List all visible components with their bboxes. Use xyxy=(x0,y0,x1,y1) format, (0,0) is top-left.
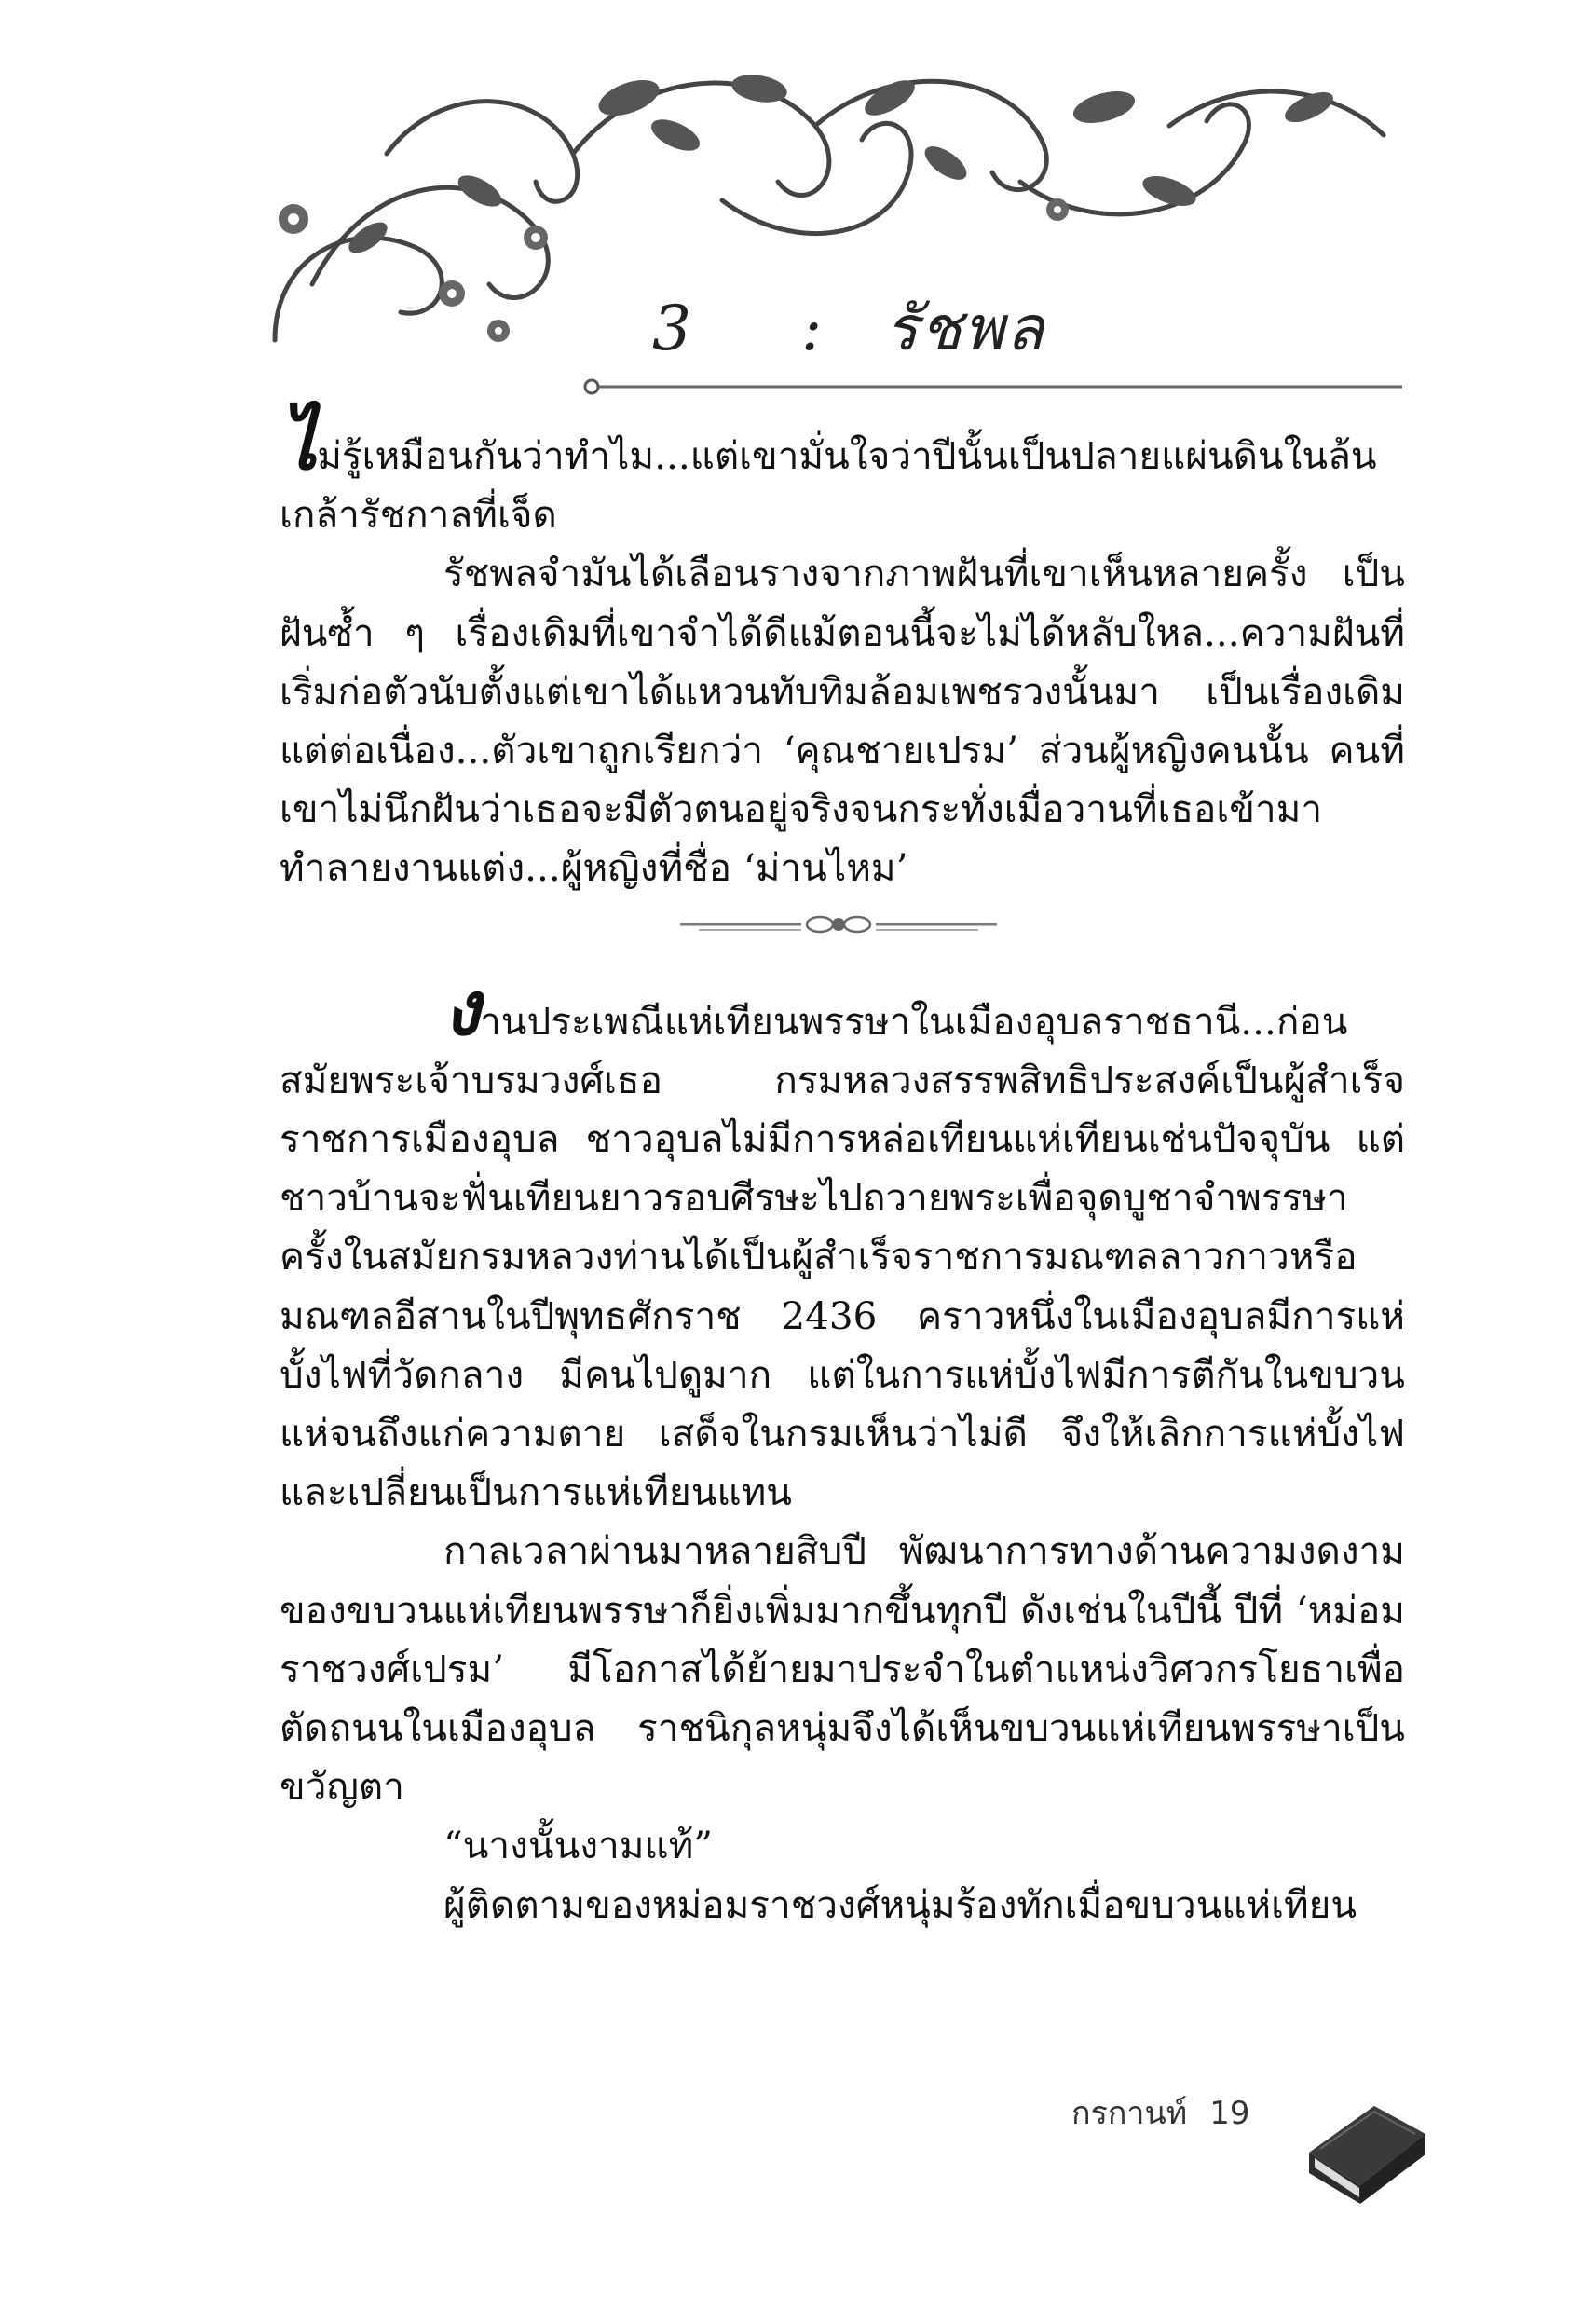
paragraph: ผู้ติดตามของหม่อมราชวงศ์หนุ่มร้องทักเมื่อขบวนแห่เทียน xyxy=(443,1881,1357,1927)
paragraph: รัชพลจำมันได้เลือนรางจากภาพฝันที่เขาเห็นหลายครั้ง เป็นฝันซ้ำ ๆ เรื่องเดิมที่เขาจำได้ดีแม้ตอนนี้จะไม่ได้หลับใหล...ความฝันที่เริ่มก่อตัวนับตั้งแต่เขาได้แหวนทับทิมล้อมเพชรวงนั้นมา เป็นเรื่องเดิมแต่ต่อเนื่อง...ตัวเขาถูกเรียกว่า ‘คุณชายเปรม’ ส่วนผู้หญิงคนนั้น คนที่เขาไม่นึกฝันว่าเธอจะมีตัวตนอยู่จริงจนกระทั่งเมื่อวานที่เธอเข้ามาทำลายงานแต่ง...ผู้หญิงที่ชื่อ ‘ม่านไหม’ xyxy=(280,551,1405,891)
paragraph: กาลเวลาผ่านมาหลายสิบปี พัฒนาการทางด้านความงดงามของขบวนแห่เทียนพรรษาก็ยิ่งเพิ่มมากขึ้นทุกปี ดังเช่นในปีนี้ ปีที่ ‘หม่อมราชวงศ์เปรม’ มีโอกาสได้ย้ายมาประจำในตำแหน่งวิศวกรโยธาเพื่อตัดถนนในเมืองอุบล ราชนิกุลหนุ่มจึงได้เห็นขบวนแห่เทียนพรรษาเป็นขวัญตา xyxy=(280,1528,1405,1810)
dialogue-line: “นางนั้นงามแท้” xyxy=(443,1823,713,1868)
book-icon xyxy=(1300,2097,1430,2208)
chapter-title: รัชพล xyxy=(885,293,1046,364)
ornamental-divider-icon xyxy=(680,908,997,941)
heading-rule xyxy=(582,377,1402,396)
drop-cap: ง xyxy=(443,964,481,1052)
chapter-separator: : xyxy=(801,293,825,364)
page-number: 19 xyxy=(1209,2095,1250,2132)
chapter-number: 3 xyxy=(652,293,693,364)
paragraph: งานประเพณีแห่เทียนพรรษาในเมืองอุบลราชธานี...ก่อนสมัยพระเจ้าบรมวงศ์เธอ กรมหลวงสรรพสิทธิประสงค์เป็นผู้สำเร็จราชการเมืองอุบล ชาวอุบลไม่มีการหล่อเทียนแห่เทียนเช่นปัจจุบัน แต่ชาวบ้านจะฟั่นเทียนยาวรอบศีรษะไปถวายพระเพื่อจุดบูชาจำพรรษา ครั้งในสมัยกรมหลวงท่านได้เป็นผู้สำเร็จราชการมณฑลลาวกาวหรือมณฑลอีสานในปีพุทธศักราช 2436 คราวหนึ่งในเมืองอุบลมีการแห่บั้งไฟที่วัดกลาง มีคนไปดูมาก แต่ในการแห่บั้งไฟมีการตีกันในขบวนแห่จนถึงแก่ความตาย เสด็จในกรมเห็นว่าไม่ดี จึงให้เลิกการแห่บั้งไฟและเปลี่ยนเป็นการแห่เทียนแทน xyxy=(280,964,1405,1515)
paragraph: ไม่รู้เหมือนกันว่าทำไม...แต่เขามั่นใจว่าปีนั้นเป็นปลายแผ่นดินในล้นเกล้ารัชกาลที่เจ็ด xyxy=(280,399,1377,538)
drop-cap: ไ xyxy=(280,399,318,486)
page-footer xyxy=(1071,2087,1249,2138)
chapter-heading xyxy=(652,280,1045,377)
chapter-body xyxy=(280,399,1405,1935)
author-name: กรกานท์ xyxy=(1071,2095,1188,2132)
